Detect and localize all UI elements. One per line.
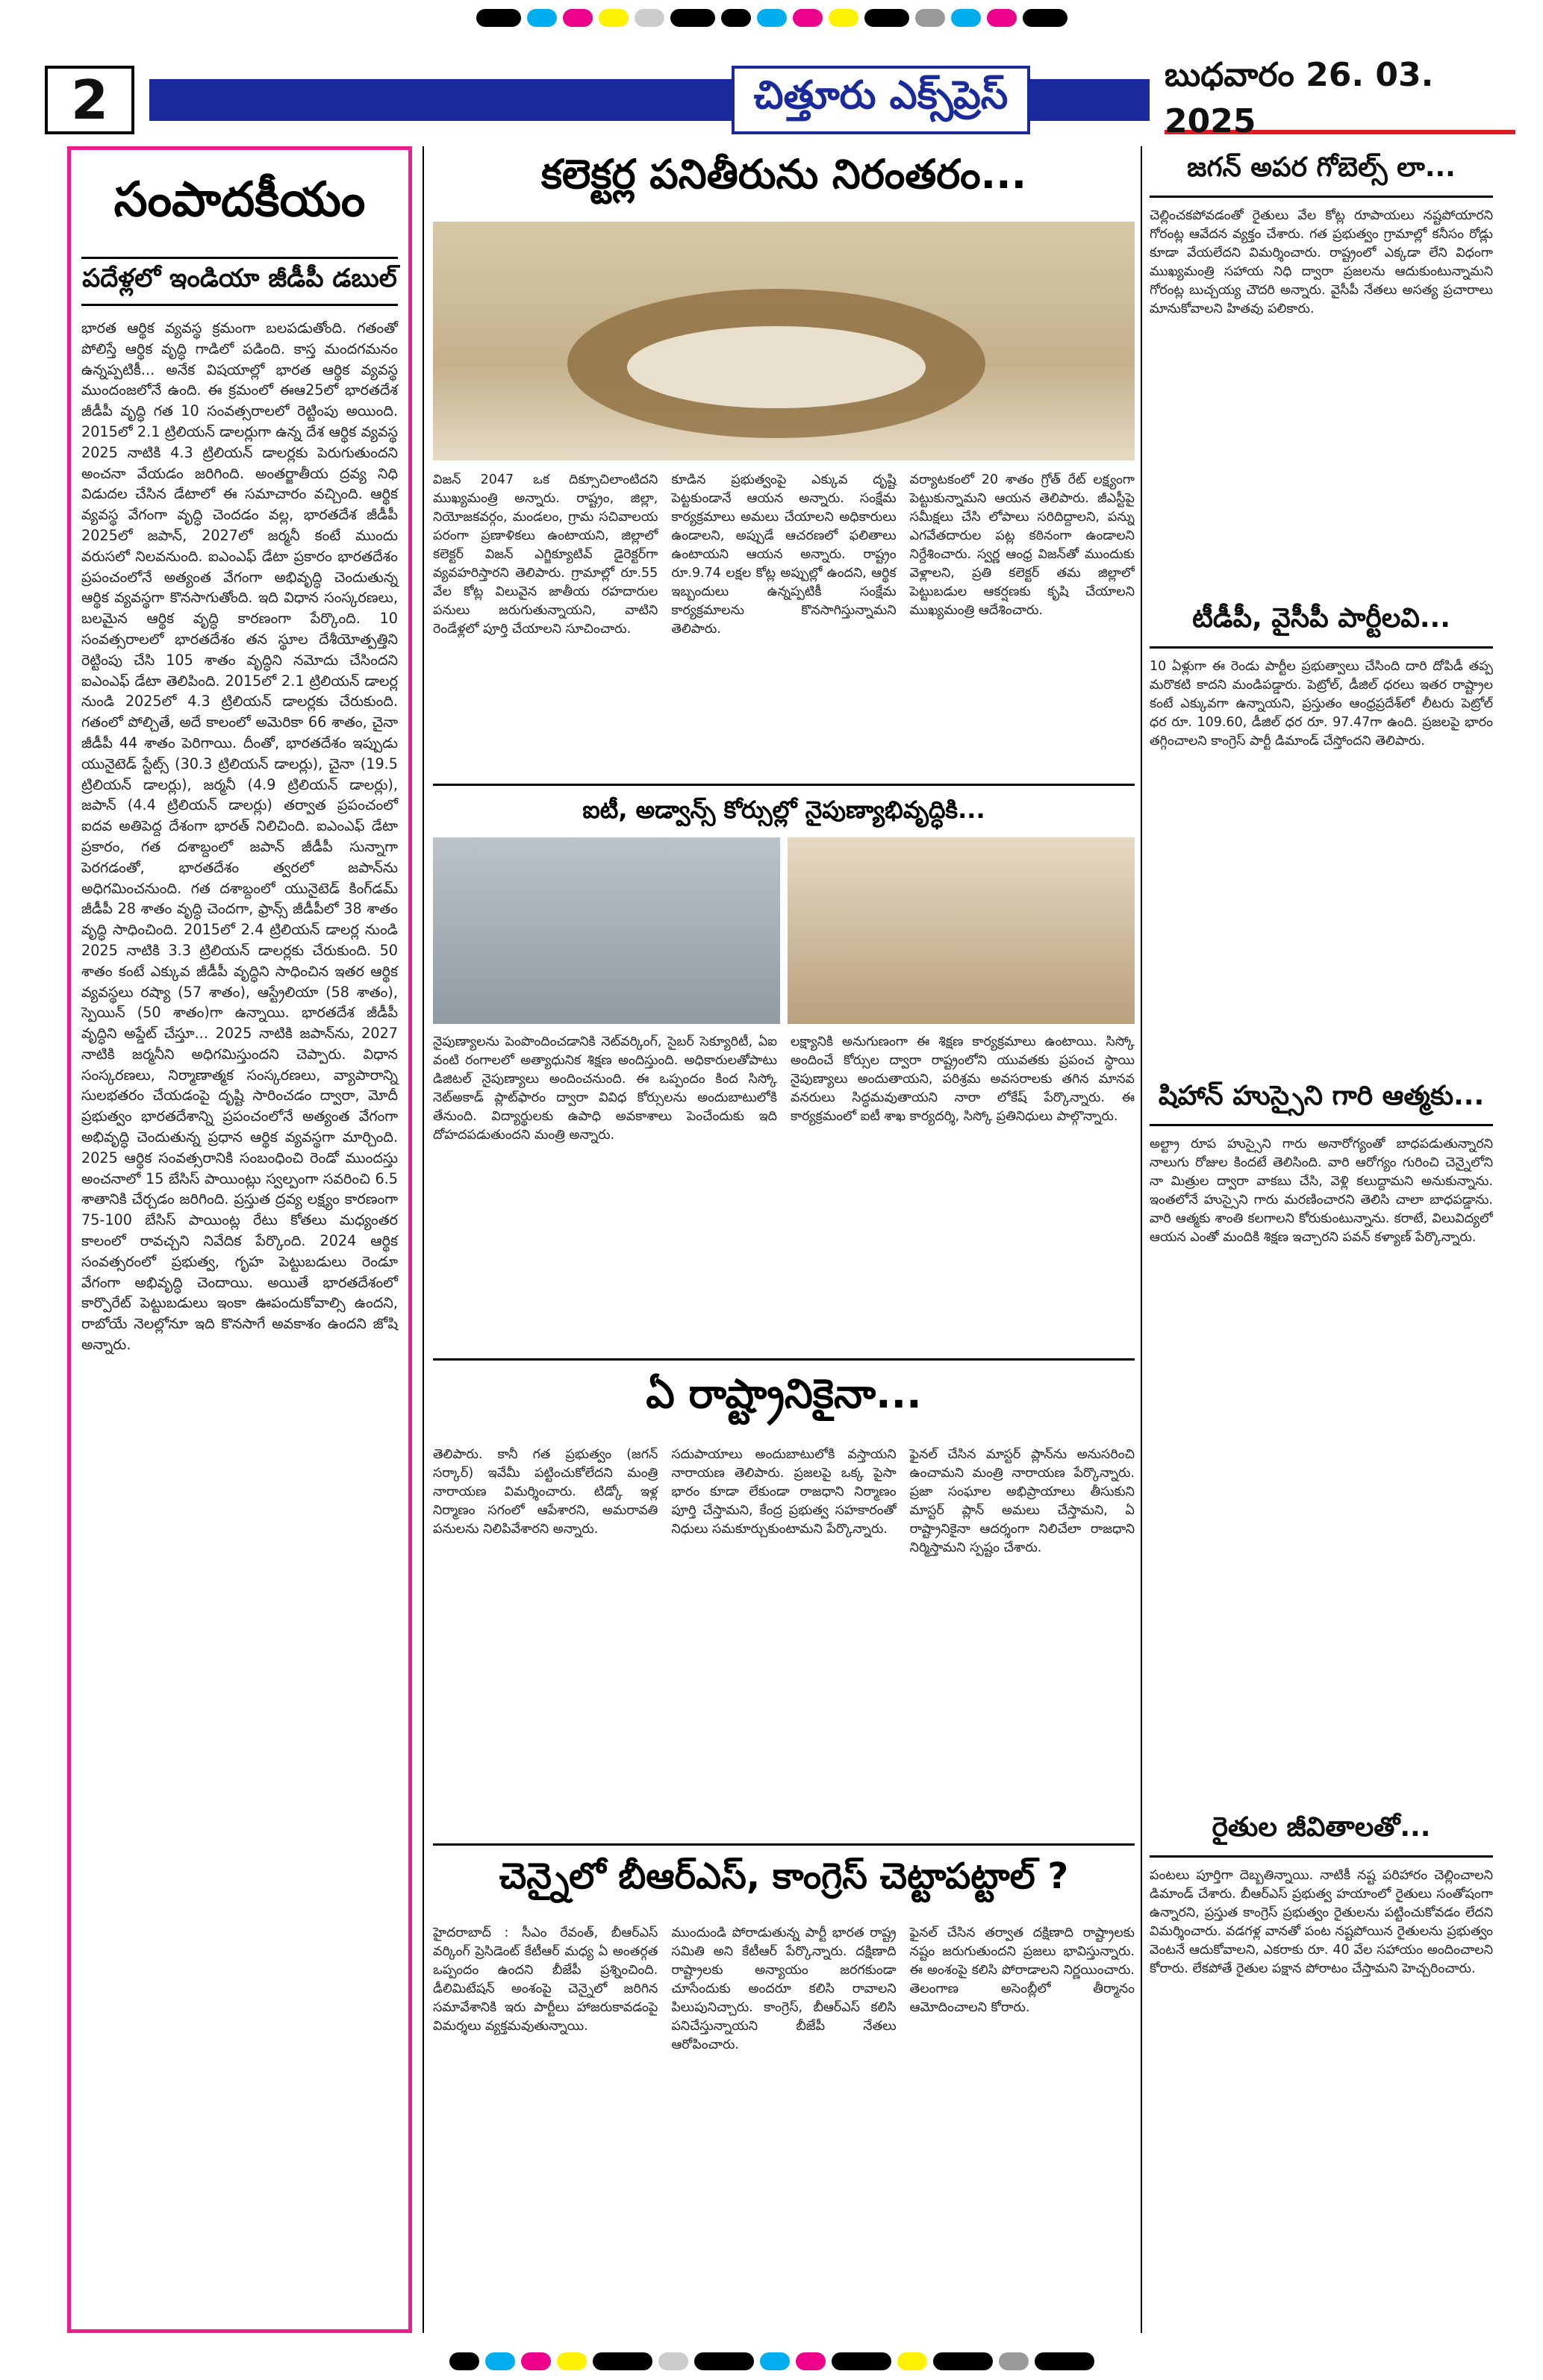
tdp-body: 10 ఏళ్లుగా ఈ రెండు పార్టీల ప్రభుత్వాలు చేసింది దారి దోపిడీ తప్ప మరొకటి కాదని మండిపడ్డారు. పెట్రోల్, డీజిల్ ధరలు ఇతర రాష్ట్రాల కంటే ఎక్కువగా ఉన్నాయని, ప్రస్తుతం ఆంధ్రప్రదేశ్‌లో లీటరు పెట్రోల్ ధర రూ. 109.60, డీజిల్ ధర రూ. 97.47గా ఉంది. ప్రజలపై భారం తగ్గించాలని కాంగ్రెస్ పార్టీ డిమాండ్ చేస్తోందని తెలిపారు. xyxy=(1150,659,1493,749)
collectors-article xyxy=(433,146,1135,717)
collectors-col-3: వర్యాటకంలో 20 శాతం గ్రోత్ రేట్ లక్ష్యంగా పెట్టుకున్నామని ఆయన తెలిపారు. జీఎస్టీపై సమీక్షలు చేసి లోపాలు సరిదిద్దాలని, పన్ను ఎగవేతదారుల పట్ల కఠినంగా ఉండాలని నిర్దేశించారు. స్వర్ణ ఆంధ్ర విజన్‌తో ముందుకు వెళ్లాలని, ప్రతి కలెక్టర్ తమ జిల్లాలో పెట్టుబడుల ఆకర్షణకు కృషి చేయాలని ముఖ్యమంత్రి ఆదేశించారు. xyxy=(909,472,1135,618)
editorial-body: భారత ఆర్థిక వ్యవస్థ క్రమంగా బలపడుతోంది. గతంతో పోలిస్తే ఆర్థిక వృద్ధి గాడిలో పడింది. కాస్త మందగమనం ఉన్నప్పటికీ... అనేక విషయాల్లో భారత ఆర్థిక వ్యవస్థ ముందంజలోనే ఉంది. ఈ క్రమంలో ఈఆ25లో భారతదేశ జీడీపీ వృద్ధి గత 10 సంవత్సరాలలో రెట్టింపు అయింది. 2015లో 2.1 ట్రిలియన్ డాలర్లుగా ఉన్న దేశ ఆర్థిక వ్యవస్థ 2025 నాటికి 4.3 ట్రిలియన్ డాలర్లకు పెరుగుతుందని అంచనా వేయడం జరిగింది. అంతర్జాతీయ ద్రవ్య నిధి విడుదల చేసిన డేటాలో ఈ సమాచారం వచ్చింది. ఆర్థిక వ్యవస్థ వేగంగా వృద్ధి చెందడం వల్ల, భారతదేశ జీడీపీ 2025లో జపాన్, 2027లో జర్మనీ కంటే ముందు వరుసలో నిలవనుంది. ఐఎంఎఫ్ డేటా ప్రకారం భారతదేశం ప్రపంచంలోనే అత్యంత వేగంగా అభివృద్ధి చెందుతున్న ఆర్థిక వ్యవస్థగా కొనసాగుతోంది. ఇది విధాన సంస్కరణలు, బలమైన ఆర్థిక వృద్ధి కారణంగా పేర్కొంది. 10 సంవత్సరాలలో భారతదేశం తన స్థూల దేశీయోత్పత్తిని రెట్టింపు చేసి 105 శాతం వృద్ధిని నమోదు చేసిందని ఐఎంఎఫ్ డేటా తెలిపింది. 2015లో 2.1 ట్రిలియన్ డాలర్ల నుండి 2025లో 4.3 ట్రిలియన్ డాలర్లకు చేరుకుంది. గతంలో పోల్చితే, అదే కాలంలో అమెరికా 66 శాతం, చైనా జీడీపీ 44 శాతం పెరిగాయి. దీంతో, భారతదేశం ఇప్పుడు యునైటెడ్ స్టేట్స్ (30.3 ట్రిలియన్ డాలర్లు), చైనా (19.5 ట్రిలియన్ డాలర్లు), జర్మనీ (4.9 ట్రిలియన్ డాలర్లు), జపాన్ (4.4 ట్రిలియన్ డాలర్లు) తర్వాత ప్రపంచంలో ఐదవ అతిపెద్ద దేశంగా భారత్ నిలిచింది. ఐఎంఎఫ్ డేటా ప్రకారం, గత దశాబ్దంలో జపాన్ జీడీపీ సున్నాగా పెరగడంతో, భారతదేశం త్వరలో జపాన్‌ను అధిగమించనుంది. గత దశాబ్దంలో యునైటెడ్ కింగ్‌డమ్ జీడీపీ 28 శాతం వృద్ధి చెందగా, ఫ్రాన్స్ జీడీపీలో 38 శాతం వృద్ధి సాధించింది. 2015లో 2.4 ట్రిలియన్ డాలర్ల నుండి 2025 నాటికి 3.3 ట్రిలియన్ డాలర్లకు చేరుకుంది. 50 శాతం కంటే ఎక్కువ జీడీపీ వృద్ధిని సాధించిన ఇతర ఆర్థిక వ్యవస్థలు రష్యా (57 శాతం), ఆస్ట్రేలియా (58 శాతం), స్పెయిన్ (50 శాతం)గా ఉన్నాయి. భారతదేశ జీడీపీ వృద్ధిని అప్డేట్ చేస్తూ... 2025 నాటికి జపాన్‌ను, 2027 నాటికి జర్మనీని అధిగమిస్తుందని చెప్పారు. విధాన సంస్కరణలు, నిర్మాణాత్మక సంస్కరణలు, వ్యాపారాన్ని సులభతరం చేయడంపై దృష్టి సారించడం ద్వారా, మోదీ ప్రభుత్వం భారతదేశాన్ని ప్రపంచంలోనే అత్యంత వేగంగా అభివృద్ధి చెందుతున్న ప్రధాన ఆర్థిక వ్యవస్థగా మార్చింది. 2025 ఆర్థిక సంవత్సరానికి సంబంధించి రెండో ముందస్తు అంచనాలో 15 బేసిస్ పాయింట్లు స్వల్పంగా సవరించి 6.5 శాతానికి చేర్చడం జరిగింది. ప్రస్తుత ద్రవ్య లక్ష్యం కారణంగా 75-100 బేసిస్ పాయింట్ల రేటు కోతలు మధ్యంతర కాలంలో రావచ్చని నివేదిక పేర్కొంది. 2024 ఆర్థిక సంవత్సరంలో ప్రభుత్వ, గృహ పెట్టుబడులు రెండూ వేగంగా అభివృద్ధి చెందాయి. అయితే భారతదేశంలో కార్పొరేట్ పెట్టుబడులు ఇంకా ఊపందుకోవాల్సి ఉందని, రాబోయే నెలల్లోనూ ఇది కొనసాగే అవకాశం ఉందని జోషి అన్నారు. xyxy=(81,319,398,1354)
newspaper-title: చిత్తూరు ఎక్స్‌ప్రెస్ xyxy=(732,66,1030,134)
it-courses-col-1: నైపుణ్యాలను పెంపొందించడానికి నెట్‌వర్కింగ్, సైబర్ సెక్యూరిటీ, ఏఐ వంటి రంగాలలో అత్యాధునిక శిక్షణ అందిస్తుంది. అధికారులతోపాటు డిజిటల్ నైపుణ్యాలు అందించనుంది. ఈ ఒప్పందం కింద సిస్కో నెట్‌అకాడ్ ప్లాట్‌ఫారం ద్వారా వివిధ కోర్సులను అందుబాటులోకి తేనుంది. విద్యార్థులకు ఉపాధి అవకాశాలు పెంచేందుకు ఇది దోహదపడుతుందని మంత్రి అన్నారు. xyxy=(433,1034,777,1143)
collectors-headline: కలెక్టర్ల పనితీరును నిరంతరం... xyxy=(540,151,1027,198)
chennai-col-1: హైదరాబాద్ : సీఎం రేవంత్, బీఆర్ఎస్ వర్కింగ్ ప్రెసిడెంట్ కేటీఆర్ మధ్య ఏ అంతర్గత ఒప్పందం ఉందని బీజేపీ ప్రశ్నించింది. డీలిమిటేషన్ అంశంపై చెన్నైలో జరిగిన సమావేశానికి ఇరు పార్టీలు హాజరుకావడంపై విమర్శలు వ్యక్తమవుతున్నాయి. xyxy=(433,1925,658,2034)
it-courses-col-2: లక్ష్యానికి అనుగుణంగా ఈ శిక్షణ కార్యక్రమాలు ఉంటాయి. సిస్కో అందించే కోర్సుల ద్వారా రాష్ట్రంలోని యువతకు ప్రపంచ స్థాయి నైపుణ్యాలు అందుతాయని, పరిశ్రమ అవసరాలకు తగిన మానవ వనరులు సిద్ధమవుతాయని నారా లోకేష్ పేర్కొన్నారు. ఈ కార్యక్రమంలో ఐటీ శాఖ కార్యదర్శి, సిస్కో ప్రతినిధులు పాల్గొన్నారు. xyxy=(791,1034,1135,1124)
chennai-article xyxy=(433,1851,1135,2312)
collectors-meeting-photo xyxy=(433,222,1135,460)
collectors-col-2: కూడిన ప్రభుత్వంపై ఎక్కువ దృష్టి పెట్టకుండానే ఆయన అన్నారు. సంక్షేమ కార్యక్రమాలు అమలు చేయాలని అధికారులు ఉండాలని, అప్పుడే ఆచరణలో ఫలితాలు ఉంటాయని ఆయన అన్నారు. రాష్ట్రం రూ.9.74 లక్షల కోట్ల అప్పుల్లో ఉందని, ఆర్థిక ఇబ్బందులు ఉన్నప్పటికీ సంక్షేమ కార్యక్రమాలను కొనసాగిస్తున్నామని తెలిపారు. xyxy=(671,472,897,637)
editorial-box xyxy=(67,146,412,2333)
collectors-col-1: విజన్ 2047 ఒక దిక్సూచిలాంటిదని ముఖ్యమంత్రి అన్నారు. రాష్ట్రం, జిల్లా, నియోజకవర్గం, మండలం, గ్రామ సచివాలయ పరంగా ప్రణాళికలు ఉంటాయని, జిల్లాలో కలెక్టర్ విజన్ ఎగ్జిక్యూటివ్ డైరెక్టర్‌గా వ్యవహరిస్తారని తెలిపారు. గ్రామాల్లో రూ.55 వేల కోట్ల విలువైన జాతీయ రహదారుల పనులు జరుగుతున్నాయని, వాటిని రెండేళ్లలో పూర్తి చేయాలని సూచించారు. xyxy=(433,472,658,637)
chennai-col-3: ఫైనల్ చేసిన తర్వాత దక్షిణాది రాష్ట్రాలకు నష్టం జరుగుతుందని ప్రజలు భావిస్తున్నారు. ఈ అంశంపై కలిసి పోరాడాలని నిర్ణయించారు. తెలంగాణ అసెంబ్లీలో తీర్మానం ఆమోదించాలని కోరారు. xyxy=(909,1925,1135,2015)
jagan-article xyxy=(1150,146,1493,595)
masthead-blue-band-right xyxy=(1030,79,1150,121)
rule-collectors xyxy=(433,784,1135,786)
any-state-col-2: సదుపాయాలు అందుబాటులోకి వస్తాయని నారాయణ తెలిపారు. ప్రజలపై ఒక్క పైసా భారం కూడా లేకుండా రాజధాని నిర్మాణం పూర్తి చేస్తామని, కేంద్ర ప్రభుత్వ సహకారంతో నిధులు సమకూర్చుకుంటామని పేర్కొన్నారు. xyxy=(671,1447,897,1537)
shihan-article xyxy=(1150,1075,1493,1807)
any-state-col-3: ఫైనల్ చేసిన మాస్టర్ ప్లాన్‌ను అనుసరించి ఉంచామని మంత్రి నారాయణ పేర్కొన్నారు. ప్రజా సంఘాల అభిప్రాయాలు తీసుకుని మాస్టర్ ప్లాన్ అమలు చేస్తామని, ఏ రాష్ట్రానికైనా ఆదర్శంగా నిలిచేలా రాజధాని నిర్మిస్తామని స్పష్టం చేశారు. xyxy=(909,1447,1135,1555)
column-divider-right xyxy=(1141,146,1142,2333)
chennai-col-2: ముందుండి పోరాడుతున్న పార్టీ భారత రాష్ట్ర సమితి అని కేటీఆర్ పేర్కొన్నారు. దక్షిణాది రాష్ట్రాలకు అన్యాయం జరగకుండా చూసేందుకు అందరూ కలిసి రావాలని పిలుపునిచ్చారు. కాంగ్రెస్, బీఆర్ఎస్ కలిసి పనిచేస్తున్నాయని బీజేపీ నేతలు ఆరోపించారు. xyxy=(671,1925,897,2052)
masthead xyxy=(45,55,1515,140)
shihan-body: అల్ట్రా రూప హుస్సైని గారు అనారోగ్యంతో బాధపడుతున్నారని నాలుగు రోజుల కిందటే తెలిసింది. వారి ఆరోగ్యం గురించి చెన్నైలోని నా మిత్రుల ద్వారా వాకబు చేసి, వెళ్లి కలుద్దామని అనుకున్నాను. ఇంతలోనే హుస్సైని గారు మరణించారని తెలిసి చాలా బాధపడ్డాను. వారి ఆత్మకు శాంతి కలగాలని కోరుకుంటున్నాను. కరాటే, విలువిద్యలో ఆయన ఎంతో మందికి శిక్షణ ఇచ్చారని పవన్ కళ్యాణ్ పేర్కొన్నారు. xyxy=(1150,1137,1493,1245)
column-divider-left xyxy=(423,146,424,2333)
editorial-headline: పదేళ్లలో ఇండియా జీడీపీ డబుల్ xyxy=(81,257,398,306)
it-courses-headline: ఐటీ, అడ్వాన్స్ కోర్సుల్లో నైపుణ్యాభివృద్ధికి... xyxy=(582,796,985,824)
editorial-title: సంపాదకీయం xyxy=(113,172,366,228)
tdp-article xyxy=(1150,597,1493,1090)
tdp-headline: టీడీపీ, వైసీపీ పార్టీలవి... xyxy=(1150,597,1493,649)
farmers-body: పంటలు పూర్తిగా దెబ్బతిన్నాయి. నాటికీ నష్ట పరిహారం చెల్లించాలని డిమాండ్ చేశారు. బీఆర్ఎస్ ప్రభుత్వ హయాంలో రైతులు సంతోషంగా ఉన్నారని, ప్రస్తుత కాంగ్రెస్ ప్రభుత్వం రైతులను పట్టించుకోవడం లేదని విమర్శించారు. వడగళ్ల వానతో పంట నష్టపోయిన రైతులను ప్రభుత్వం వెంటనే ఆదుకోవాలని, ఎకరాకు రూ. 40 వేల సహాయం అందించాలని కోరారు. లేకపోతే రైతుల పక్షాన పోరాటం చేస్తామని హెచ్చరించారు. xyxy=(1150,1868,1493,1976)
jagan-headline: జగన్ అపర గోబెల్స్ లా... xyxy=(1150,146,1493,198)
registration-marks-bottom xyxy=(0,2351,1543,2372)
farmers-article xyxy=(1150,1806,1493,2299)
issue-date: బుధవారం 26. 03. 2025 xyxy=(1165,66,1515,134)
rule-any-state xyxy=(433,1843,1135,1846)
it-courses-article xyxy=(433,791,1135,1331)
any-state-col-1: తెలిపారు. కానీ గత ప్రభుత్వం (జగన్ సర్కార్) ఇవేమీ పట్టించుకోలేదని మంత్రి నారాయణ విమర్శించారు. టిడ్కో ఇళ్ల నిర్మాణం సగంలో ఆపేశారని, అమరావతి పనులను నిలిపివేశారని అన్నారు. xyxy=(433,1447,658,1537)
it-mou-photo xyxy=(433,837,780,1024)
farmers-headline: రైతుల జీవితాలతో... xyxy=(1150,1806,1493,1858)
any-state-article xyxy=(433,1366,1135,1834)
jagan-body: చెల్లించకపోవడంతో రైతులు వేల కోట్ల రూపాయలు నష్టపోయారని గోరంట్ల ఆవేదన వ్యక్తం చేశారు. గత ప్రభుత్వం గ్రామాల్లో కనీసం రోడ్లు కూడా వేయలేదని విమర్శించారు. రాష్ట్రంలో ఎక్కడా లేని విధంగా ముఖ్యమంత్రి సహాయ నిధి ద్వారా ప్రజలను ఆదుకుంటున్నామని గోరంట్ల బుచ్చయ్య చౌదరి అన్నారు. వైసీపీ నేతలు అసత్య ప్రచారాలు మానుకోవాలని హితవు పలికారు. xyxy=(1150,208,1493,316)
masthead-blue-band xyxy=(149,79,732,121)
page-number: 2 xyxy=(45,66,134,134)
chennai-headline: చెన్నైలో బీఆర్ఎస్, కాంగ్రెస్ చెట్టాపట్టాల్ ? xyxy=(499,1855,1069,1897)
registration-marks-top xyxy=(0,7,1543,28)
any-state-headline: ఏ రాష్ట్రానికైనా... xyxy=(646,1370,922,1417)
shihan-headline: షిహాన్ హుస్సైని గారి ఆత్మకు... xyxy=(1150,1075,1493,1126)
it-meeting-photo xyxy=(788,837,1135,1024)
rule-it xyxy=(433,1358,1135,1361)
